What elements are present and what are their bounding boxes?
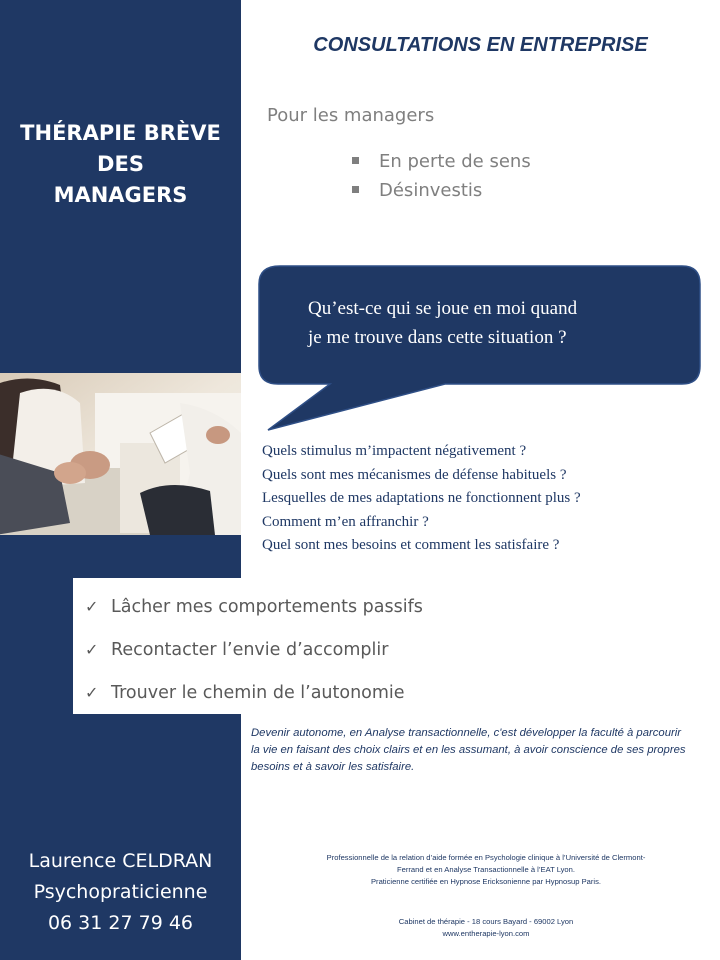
contact-name: Laurence CELDRAN — [28, 850, 213, 872]
goal-item — [85, 640, 388, 660]
goal-item — [85, 683, 405, 703]
page-title: CONSULTATIONS EN ENTREPRISE — [313, 34, 648, 56]
check-icon: ✓ — [85, 640, 99, 659]
autonomy-quote: Devenir autonome, en Analyse transactionnelle, c'est développer la faculté à parcourir la vie en faisant des choix clairs et en les assumant, à avoir conscience de ses propres besoins et à savoir les satisfaire. — [251, 727, 686, 773]
credentials-line: Professionnelle de la relation d’aide formée en Psychologie clinique à l’Université de Clermont- — [326, 853, 646, 862]
contact-phone[interactable]: 06 31 27 79 46 — [47, 912, 194, 934]
question-item: Comment m’en affranchir ? — [262, 513, 429, 530]
goal-label: Lâcher mes comportements passifs — [111, 597, 423, 617]
address-block — [258, 916, 714, 940]
sidebar-title-line-3: MANAGERS — [53, 183, 188, 207]
contact-role: Psychopraticienne — [33, 881, 208, 903]
question-item: Quels sont mes mécanismes de défense habituels ? — [262, 466, 567, 483]
list-item-label: Désinvestis — [379, 180, 483, 201]
question-item: Lesquelles de mes adaptations ne fonctionnent plus ? — [262, 490, 581, 506]
sidebar-title-line-2: DES — [97, 152, 144, 176]
credentials — [258, 852, 714, 888]
bubble-line-1: Qu’est-ce qui se joue en moi quand — [308, 298, 578, 319]
bubble-line-2: je me trouve dans cette situation ? — [308, 327, 567, 348]
list-item-label: En perte de sens — [379, 151, 531, 172]
credentials-line: Ferrand et en Analyse Transactionnelle à l’EAT Lyon. — [397, 865, 575, 874]
check-icon: ✓ — [85, 597, 99, 616]
check-icon: ✓ — [85, 683, 99, 702]
intro-lead: Pour les managers — [267, 105, 435, 126]
credentials-line: Praticienne certifiée en Hypnose Ericksonienne par Hypnosup Paris. — [370, 877, 602, 886]
goal-item — [85, 597, 423, 617]
question-list — [262, 440, 581, 558]
goal-label: Trouver le chemin de l’autonomie — [111, 683, 405, 703]
question-item: Quels stimulus m’impactent négativement ? — [262, 443, 527, 459]
goals-box — [73, 578, 471, 714]
question-item: Quel sont mes besoins et comment les satisfaire ? — [262, 537, 560, 553]
goal-label: Recontacter l’envie d’accomplir — [111, 640, 389, 660]
sidebar-title-line-1: THÉRAPIE BRÈVE — [20, 121, 221, 145]
website-link[interactable]: www.entherapie-lyon.com — [442, 929, 530, 938]
speech-bubble-text — [308, 294, 688, 352]
cabinet-address: Cabinet de thérapie - 18 cours Bayard - 69002 Lyon — [398, 917, 574, 926]
